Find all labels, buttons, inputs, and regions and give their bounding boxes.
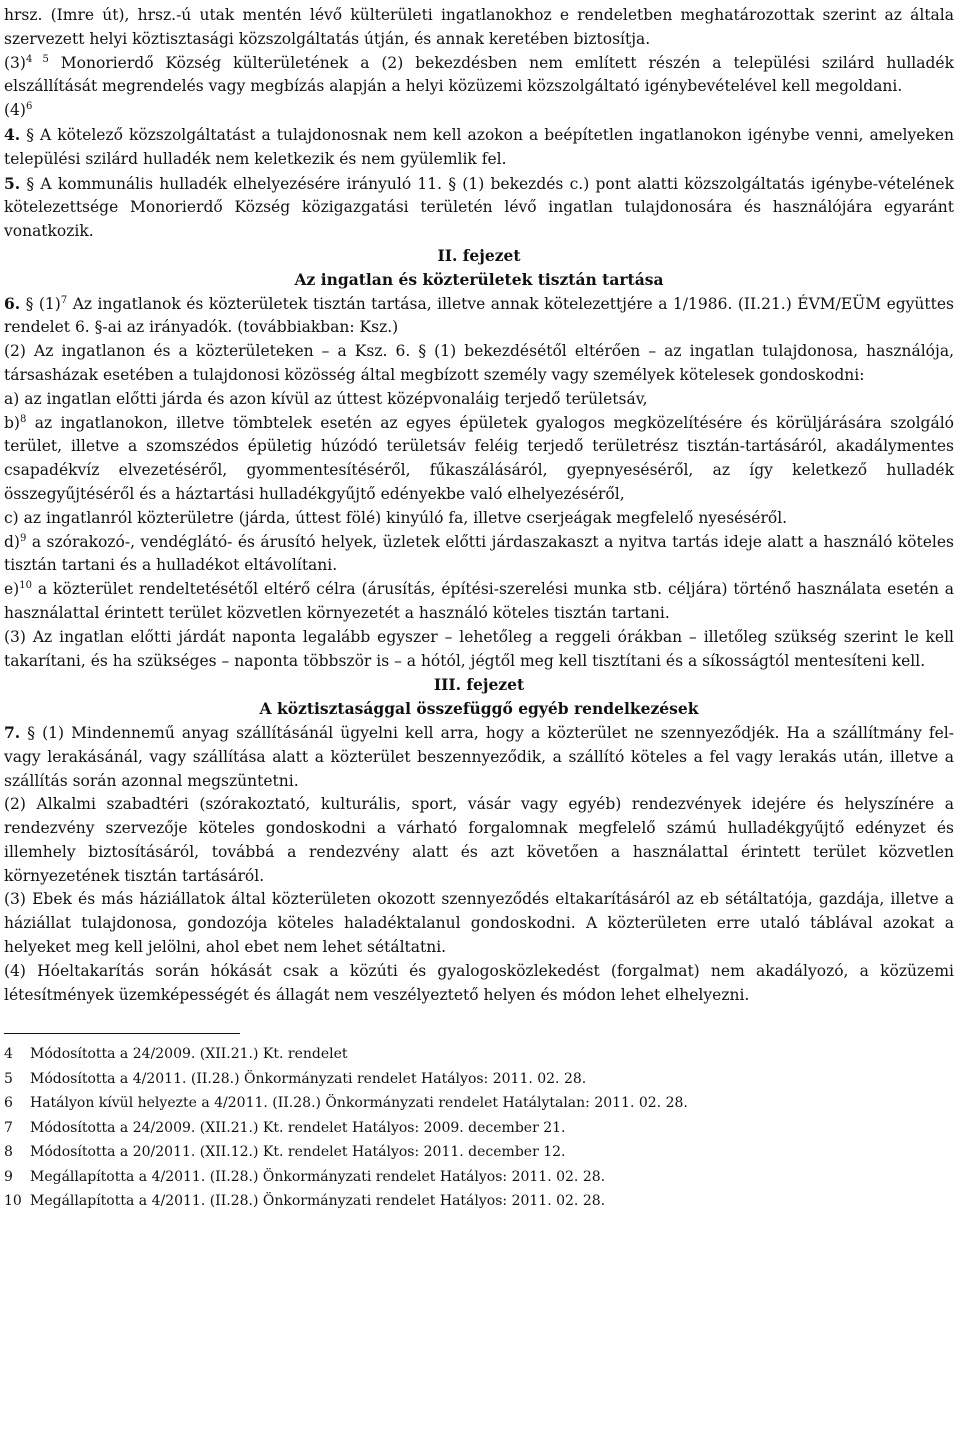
section-text: Az ingatlanok és közterületek tisztán tartása, illetve annak kötelezettjére a 1/1986. (II.21.) ÉVM/EÜM együttes rendelet 6. §-ai az irányadók. (továbbiakban: Ksz.) — [4, 294, 954, 337]
footnote-text: Módosította a 24/2009. (XII.21.) Kt. rendelet Hatályos: 2009. december 21. — [30, 1119, 566, 1136]
paragraph-6-2: (2) Az ingatlanon és a közterületeken – a Ksz. 6. § (1) bekezdésétől eltérően – az ingatlan tulajdonosa, használója, társasházak esetében a tulajdonosi közösség által megbízott személy vagy személyek kötelesek gondoskodni: — [4, 342, 954, 384]
section-number: 6. — [4, 293, 21, 313]
chapter-title: A köztisztasággal összefüggő egyéb rendelkezések — [259, 699, 699, 719]
footnote-number: 4 — [4, 1046, 13, 1063]
footnote-ref[interactable]: 9 — [19, 532, 27, 544]
list-item-c: c) az ingatlanról közterületre (járda, úttest fölé) kinyúló fa, illetve cserjeágak megfelelő nyeséséről. — [4, 508, 788, 527]
footnote-divider — [4, 1033, 240, 1034]
footnote-number: 9 — [4, 1168, 13, 1185]
list-label: b) — [4, 413, 20, 432]
footnote-text: Módosította a 20/2011. (XII.12.) Kt. rendelet Hatályos: 2011. december 12. — [30, 1144, 566, 1161]
footnote-number: 5 — [4, 1070, 13, 1087]
list-label: d) — [4, 532, 20, 551]
footnote-text: Módosította a 4/2011. (II.28.) Önkormányzati rendelet Hatályos: 2011. 02. 28. — [30, 1070, 587, 1087]
footnote-ref[interactable]: 10 — [19, 579, 32, 591]
section-number: 7. — [4, 722, 21, 742]
footnote-ref[interactable]: 8 — [19, 413, 27, 425]
footnotes — [4, 1042, 954, 1213]
footnote — [4, 1165, 954, 1189]
list-item-e — [4, 578, 954, 626]
chapter-title: Az ingatlan és közterületek tisztán tartása — [294, 269, 664, 289]
footnote-number: 7 — [4, 1119, 13, 1136]
footnote — [4, 1140, 954, 1164]
footnote-number: 10 — [4, 1192, 22, 1209]
list-text: az ingatlanokon, illetve tömbtelek esetén az egyes épületek gyalogos megközelítésére és körüljárására szolgáló terület, illetve a szomszédos épületig húzódó területsáv feléig terjedő területrész tisztán-tartásáról, akadálymentes csapadékvíz elvezetéséről, gyommentesítéséről, fűkaszálásáról, gyepnyeséséről, az így keletkező hulladék összegyűjtéséről és a háztartási hulladékgyűjtő edényekbe való elhelyezéséről, — [4, 413, 954, 503]
paragraph-7-4: (4) Hóeltakarítás során hókását csak a közúti és gyalogosközlekedést (forgalmat) nem akadályozó, a közüzemi létesítmények üzemképességét és állagát nem veszélyeztető helyen és módon lehet elhelyezni. — [4, 961, 954, 1004]
footnote-ref[interactable]: 7 — [60, 294, 68, 306]
paragraph-4 — [4, 99, 954, 123]
footnote — [4, 1116, 954, 1140]
list-item-a: a) az ingatlan előtti járda és azon kívül az úttest középvonaláig terjedő területsáv, — [4, 389, 648, 408]
footnote-text: Megállapította a 4/2011. (II.28.) Önkormányzati rendelet Hatályos: 2011. 02. 28. — [30, 1192, 606, 1209]
footnote — [4, 1189, 954, 1213]
paragraph-text: Monorierdő Község külterületének a (2) bekezdésben nem említett részén a települési szilárd hulladék elszállítását megrendelés vagy megbízás alapján a helyi közüzemi közszolgáltató igénybevételével kell megoldani. — [4, 53, 954, 96]
paragraph-label: (3) — [4, 53, 26, 72]
paragraph-7-2: (2) Alkalmi szabadtéri (szórakoztató, kulturális, sport, vásár vagy egyéb) rendezvények idejére és helyszínére a rendezvény szervezője köteles gondoskodni a várható forgalomnak megfelelő számú hulladékgyűjtő edényzet és illemhely biztosításáról, továbbá a rendezvény alatt és azt követően a használattal érintett terület közvetlen környezetének tisztán tartásáról. — [4, 795, 954, 885]
footnote — [4, 1067, 954, 1091]
list-text: a közterület rendeltetésétől eltérő célra (árusítás, építési-szerelési munka stb. céljára) történő használata esetén a használattal érintett terület közvetlen környezetét a használó köteles tisztán tartani. — [4, 580, 954, 622]
footnote-text: Módosította a 24/2009. (XII.21.) Kt. rendelet — [30, 1046, 348, 1063]
section-text: § A kötelező közszolgáltatást a tulajdonosnak nem kell azokon a beépítetlen ingatlanokon igénybe venni, amelyeken települési szilárd hulladék nem keletkezik és nem gyülemlik fel. — [4, 125, 954, 168]
section-prefix: § (1) — [20, 294, 61, 313]
paragraph-7-3: (3) Ebek és más háziállatok által közterületen okozott szennyeződés eltakarításáról az eb sétáltatója, gazdája, illetve a háziállat tulajdonosa, gondozója köteles haladéktalanul gondoskodni. A közterületen erre utaló táblával azokat a helyeket meg kell jelölni, ahol ebet nem lehet sétáltatni. — [4, 890, 954, 957]
list-item-b — [4, 412, 954, 507]
section-number: 4. — [4, 124, 21, 144]
footnote — [4, 1042, 954, 1066]
footnote-ref[interactable]: 6 — [25, 101, 33, 113]
section-text: § A kommunális hulladék elhelyezésére irányuló 11. § (1) bekezdés c.) pont alatti közszolgáltatás igénybe-vételének kötelezettsége Monorierdő Község közigazgatási területén lévő ingatlan tulajdonosára és használójára egyaránt vonatkozik. — [4, 174, 954, 241]
paragraph-6-3: (3) Az ingatlan előtti járdát naponta legalább egyszer – lehetőleg a reggeli órákban – illetőleg szükség szerint le kell takarítani, és ha szükséges – naponta többször is – a hótól, jégtől meg kell tisztítani és a síkosságtól mentesíteni kell. — [4, 627, 954, 670]
paragraph-intro: hrsz. (Imre út), hrsz.-ú utak mentén lévő külterületi ingatlanokhoz e rendeletben meghatározottak szerint az általa szervezett helyi köztisztasági közszolgáltatás útján, és annak keretében biztosítja. — [4, 6, 954, 48]
footnote-text: Hatályon kívül helyezte a 4/2011. (II.28.) Önkormányzati rendelet Hatálytalan: 2011. 02. 28. — [30, 1095, 688, 1112]
chapter-heading: III. fejezet — [433, 675, 525, 695]
footnote-ref[interactable]: 4 5 — [25, 53, 49, 65]
section-number: 5. — [4, 173, 21, 193]
footnote — [4, 1091, 954, 1115]
section-5 — [4, 172, 954, 244]
list-text: a szórakozó-, vendéglátó- és árusító helyek, üzletek előtti járdaszakaszt a nyitva tartás ideje alatt a használó köteles tisztán tartani és a hulladékot eltávolítani. — [4, 532, 954, 575]
section-text: § (1) Mindennemű anyag szállításánál ügyelni kell arra, hogy a közterület ne szennyeződjék. Ha a szállítmány fel-vagy lerakásánál, vagy szállítása alatt a közterület beszennyeződik, a szállító köteles a fel vagy lerakás után, illetve a szállítás során azonnal megszüntetni. — [4, 723, 954, 790]
section-4 — [4, 123, 954, 172]
section-6 — [4, 292, 954, 341]
footnote-number: 8 — [4, 1144, 13, 1161]
section-7 — [4, 721, 954, 793]
list-label: e) — [4, 580, 20, 599]
paragraph-3 — [4, 52, 954, 100]
footnote-number: 6 — [4, 1095, 13, 1112]
list-item-d — [4, 531, 954, 579]
chapter-heading: II. fejezet — [437, 245, 521, 265]
footnote-text: Megállapította a 4/2011. (II.28.) Önkormányzati rendelet Hatályos: 2011. 02. 28. — [30, 1168, 606, 1185]
paragraph-label: (4) — [4, 101, 26, 120]
